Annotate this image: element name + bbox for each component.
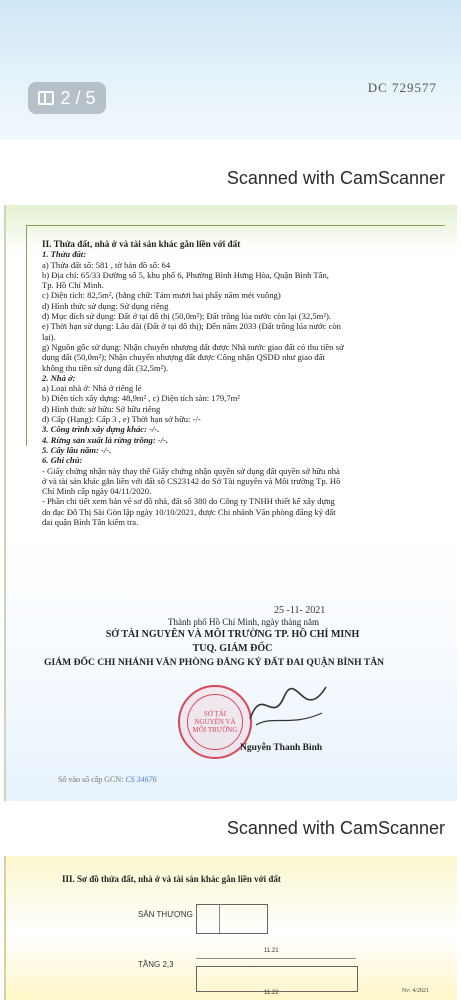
section-title: III. Sơ đồ thửa đất, nhà ở và tài sản khác gắn liền với đất: [62, 874, 281, 884]
issuing-organization: SỞ TÀI NGUYÊN VÀ MÔI TRƯỜNG TP. HỒ CHÍ MINH: [105, 629, 360, 640]
document-line: đ) Cấp (Hạng): Cấp 3 , e) Thời hạn sở hữu: -/-: [42, 414, 201, 425]
document-line: a) Thửa đất số: 581 , tờ bản đồ số: 64: [42, 259, 171, 270]
signer-name: Nguyễn Thanh Bình: [240, 743, 323, 753]
document-line: không thu tiền sử dụng đất (32,5m²).: [42, 362, 169, 373]
next-page-fragment: [4, 856, 457, 1000]
document-line: đ) Mục đích sử dụng: Đất ở tại đô thị (50,0m²); Đất trồng lúa nước còn lại (32,5m²).: [42, 311, 331, 322]
document-line: d) Hình thức sở hữu: Sở hữu riêng: [42, 403, 161, 414]
document-line: lại).: [42, 331, 56, 342]
document-line: b) Diện tích xây dựng: 48,9m² , c) Diện tích sàn: 179,7m²: [42, 393, 240, 404]
dimension-bottom: 11.22: [264, 990, 279, 996]
dimension-line: [196, 958, 356, 959]
document-line: do đạc Đô Thị Sài Gòn lập ngày 10/10/2021, được Chi nhánh Văn phòng đăng ký đất: [42, 506, 336, 517]
serial-number: DC 729577: [367, 80, 437, 95]
footer-note: Nv: 4/2021: [401, 988, 429, 994]
certificate-page: [4, 205, 457, 801]
seal-text: SỞ TÀI NGUYÊN VÀ MÔI TRƯỜNG: [192, 710, 238, 734]
document-line: 6. Ghi chú:: [42, 455, 83, 466]
document-line: ở và tài sản khác gắn liền với đất số CS23142 do Sở Tài nguyên và Môi trường Tp. Hồ: [42, 475, 341, 486]
document-line: Tp. Hồ Chí Minh.: [42, 280, 104, 291]
previous-page-fragment: [0, 0, 461, 140]
document-line: - Giấy chứng nhận này thay thế Giấy chứng nhận quyền sử dụng đất quyền sở hữu nhà: [42, 465, 340, 476]
certificate-body: [42, 239, 447, 527]
document-line: g) Nguồn gốc sử dụng: Nhận chuyển nhượng đất được Nhà nước giao đất có thu tiền sử: [42, 341, 344, 352]
cert-number-value: CS 34676: [125, 775, 157, 784]
document-line: 3. Công trình xây dựng khác: -/-.: [42, 424, 160, 435]
document-line: 5. Cây lâu năm: -/-.: [42, 444, 112, 455]
document-line: 2. Nhà ở:: [42, 372, 76, 383]
floor-label-roof: SÂN THƯỢNG: [138, 910, 193, 919]
office-title: GIÁM ĐỐC CHI NHÁNH VĂN PHÒNG ĐĂNG KÝ ĐẤT ĐAI QUẬN BÌNH TÂN: [44, 657, 385, 668]
document-line: 4. Rừng sản xuất là rừng trồng: -/-.: [42, 434, 169, 445]
document-line: c) Diện tích: 82,5m², (bằng chữ: Tám mươi hai phẩy năm mét vuông): [42, 290, 281, 301]
watermark-label-2: Scanned with CamScanner: [226, 818, 445, 838]
floor-label-2-3: TẦNG 2,3: [138, 960, 174, 969]
watermark-label-1: Scanned with CamScanner: [226, 168, 445, 188]
page-counter-text: 2 / 5: [60, 87, 96, 108]
document-line: - Phần chi tiết xem bản vẽ sơ đồ nhà, đất số 380 do Công ty TNHH thiết kế xây dựng: [42, 496, 335, 507]
document-line: b) Địa chỉ: 65/33 Đường số 5, khu phố 6, Phường Bình Hưng Hòa, Quận Bình Tân,: [42, 269, 329, 280]
document-line: a) Loại nhà ở: Nhà ở riêng lẻ: [42, 383, 142, 394]
floor-plan-roof: [196, 904, 268, 934]
page-counter-badge[interactable]: [28, 82, 106, 114]
document-line: đai quận Bình Tân kiểm tra.: [42, 517, 139, 528]
pages-icon: [38, 91, 54, 105]
document-line: dụng đất (50,0m²); Nhận chuyển nhượng đất được Công nhận QSDĐ như giao đất: [42, 352, 325, 363]
document-line: II. Thửa đất, nhà ở và tài sản khác gắn liền với đất: [42, 239, 241, 249]
proxy-title: TUQ. GIÁM ĐỐC: [192, 643, 273, 654]
handwritten-date: 25 -11- 2021: [274, 605, 326, 616]
document-line: 1. Thửa đất:: [42, 249, 87, 260]
signature-icon: [242, 675, 332, 735]
cert-number-label: Số vào sổ cấp GCN:: [58, 775, 124, 784]
place-date: Thành phố Hồ Chí Minh, ngày tháng năm: [168, 617, 319, 627]
dimension-top: 11.21: [264, 948, 279, 954]
certificate-number: [58, 775, 157, 784]
document-line: Chí Minh cấp ngày 04/11/2020.: [42, 486, 152, 497]
document-line: d) Hình thức sử dụng: Sử dụng riêng: [42, 300, 169, 311]
floor-plan-2-3: [196, 966, 358, 992]
document-line: e) Thời hạn sử dụng: Lâu dài (Đất ở tại đô thị); Đến năm 2033 (Đất trồng lúa nước còn: [42, 321, 341, 332]
